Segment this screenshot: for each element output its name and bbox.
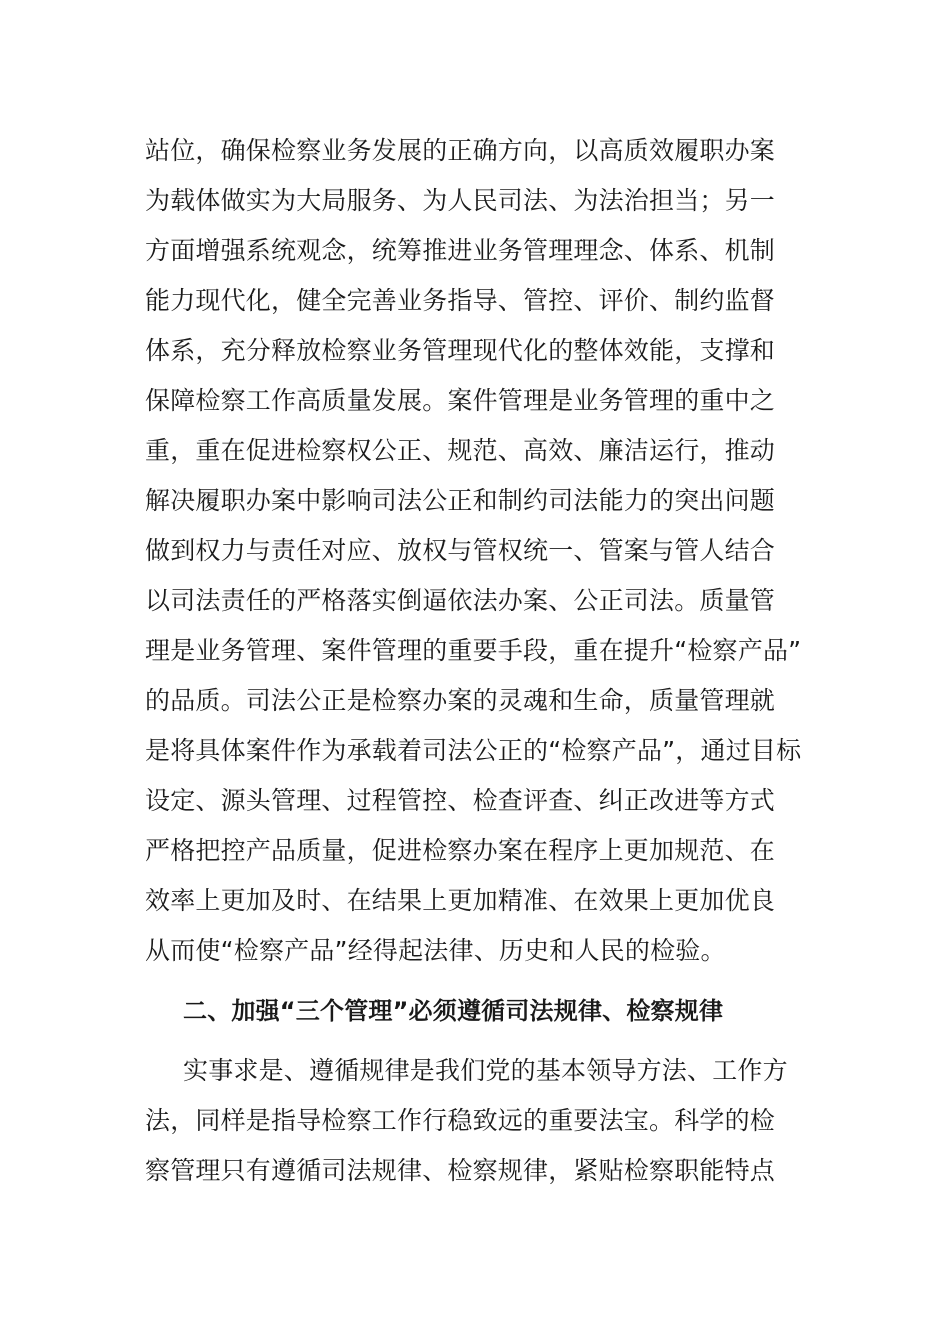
paragraph-1-line-16: 效率上更加及时、在结果上更加精准、在效果上更加优良 (145, 886, 776, 915)
paragraph-2-line-2: 法，同样是指导检察工作行稳致远的重要法宝。科学的检 (145, 1106, 776, 1135)
paragraph-1-line-2: 为载体做实为大局服务、为人民司法、为法治担当；另一 (145, 186, 776, 215)
paragraph-1-line-9: 做到权力与责任对应、放权与管权统一、管案与管人结合 (145, 536, 776, 565)
paragraph-1-line-1: 站位，确保检察业务发展的正确方向，以高质效履职办案 (145, 136, 776, 165)
paragraph-1-line-15: 严格把控产品质量，促进检察办案在程序上更加规范、在 (145, 836, 776, 865)
paragraph-1-line-6: 保障检察工作高质量发展。案件管理是业务管理的重中之 (145, 386, 776, 415)
paragraph-1-line-10: 以司法责任的严格落实倒逼依法办案、公正司法。质量管 (145, 586, 776, 615)
paragraph-1-line-13: 是将具体案件作为承载着司法公正的“检察产品”，通过目标 (145, 736, 802, 765)
paragraph-1-line-17: 从而使“检察产品”经得起法律、历史和人民的检验。 (145, 936, 726, 965)
paragraph-1-line-3: 方面增强系统观念，统筹推进业务管理理念、体系、机制 (145, 236, 776, 265)
paragraph-1-line-11: 理是业务管理、案件管理的重要手段，重在提升“检察产品” (145, 636, 802, 665)
paragraph-1-line-4: 能力现代化，健全完善业务指导、管控、评价、制约监督 (145, 286, 776, 315)
paragraph-1-line-14: 设定、源头管理、过程管控、检查评查、纠正改进等方式 (145, 786, 776, 815)
paragraph-2-line-1: 实事求是、遵循规律是我们党的基本领导方法、工作方 (183, 1056, 788, 1085)
paragraph-1-line-7: 重，重在促进检察权公正、规范、高效、廉洁运行，推动 (145, 436, 776, 465)
section-heading: 二、加强“三个管理”必须遵循司法规律、检察规律 (183, 997, 724, 1025)
paragraph-1-line-5: 体系，充分释放检察业务管理现代化的整体效能，支撑和 (145, 336, 776, 365)
paragraph-1-line-12: 的品质。司法公正是检察办案的灵魂和生命，质量管理就 (145, 686, 776, 715)
paragraph-1-line-8: 解决履职办案中影响司法公正和制约司法能力的突出问题 (145, 486, 776, 515)
paragraph-2-line-3: 察管理只有遵循司法规律、检察规律，紧贴检察职能特点 (145, 1156, 776, 1185)
